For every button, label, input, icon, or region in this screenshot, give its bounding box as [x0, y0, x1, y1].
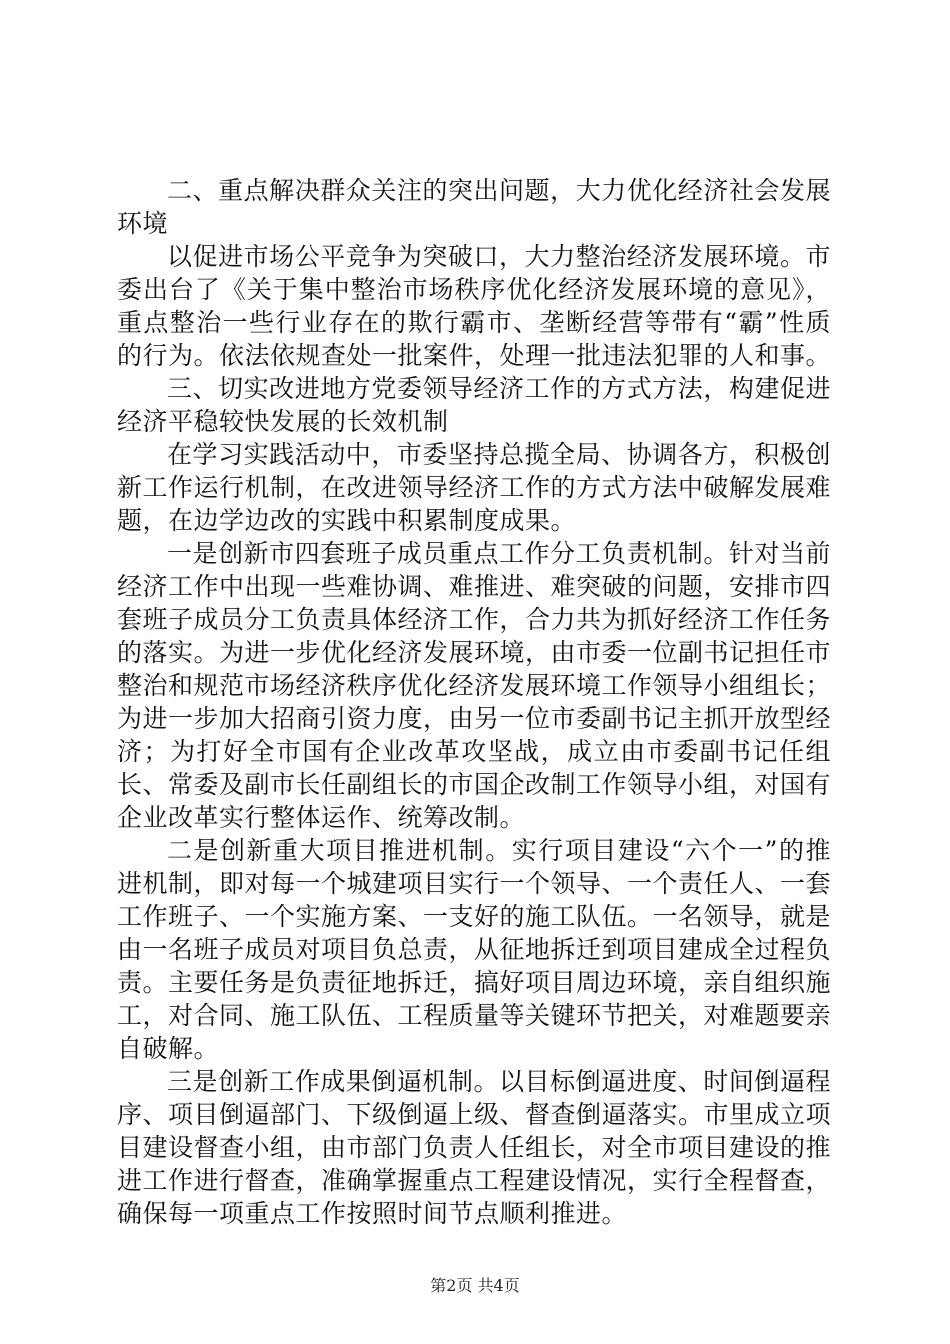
- paragraph: 二是创新重大项目推进机制。实行项目建设“六个一”的推进机制，即对每一个城建项目实行一个领导、一个责任人、一套工作班子、一个实施方案、一支好的施工队伍。一名领导，就是由一名班子成员对项目负总责，从征地拆迁到项目建成全过程负责。主要任务是负责征地拆迁，搞好项目周边环境，亲自组织施工，对合同、施工队伍、工程质量等关键环节把关，对难题要亲自破解。: [117, 836, 832, 1063]
- section-heading-3: 三、切实改进地方党委领导经济工作的方式方法，构建促进经济平稳较快发展的长效机制: [117, 374, 831, 436]
- paragraph: 三是创新工作成果倒逼机制。以目标倒逼进度、时间倒逼程序、项目倒逼部门、下级倒逼上级、督查倒逼落实。市里成立项目建设督查小组，由市部门负责人任组长，对全市项目建设的推进工作进行督查，准确掌握重点工程建设情况，实行全程督查，确保每一项重点工作按照时间节点顺利推进。: [117, 1067, 832, 1228]
- paragraph: 一是创新市四套班子成员重点工作分工负责机制。针对当前经济工作中出现一些难协调、难推进、难突破的问题，安排市四套班子成员分工负责具体经济工作，合力共为抓好经济工作任务的落实。为进一步优化经济发展环境，由市委一位副书记担任市整治和规范市场经济秩序优化经济发展环境工作领导小组组长；为进一步加大招商引资力度，由另一位市委副书记主抓开放型经济；为打好全市国有企业改革攻坚战，成立由市委副书记任组长、常委及副市长任副组长的市国企改制工作领导小组，对国有企业改革实行整体运作、统筹改制。: [117, 539, 832, 832]
- section-heading-2: 二、重点解决群众关注的突出问题，大力优化经济社会发展环境: [117, 176, 831, 238]
- paragraph: 以促进市场公平竞争为突破口，大力整治经济发展环境。市委出台了《关于集中整治市场秩序优化经济发展环境的意见》，重点整治一些行业存在的欺行霸市、垄断经营等带有“霸”性质的行为。依法依规查处一批案件，处理一批违法犯罪的人和事。: [117, 242, 832, 370]
- paragraph: 在学习实践活动中，市委坚持总揽全局、协调各方，积极创新工作运行机制，在改进领导经济工作的方式方法中破解发展难题，在边学边改的实践中积累制度成果。: [117, 440, 832, 535]
- page-number-footer: 第2页 共4页: [430, 1276, 520, 1295]
- document-body: [117, 174, 831, 1230]
